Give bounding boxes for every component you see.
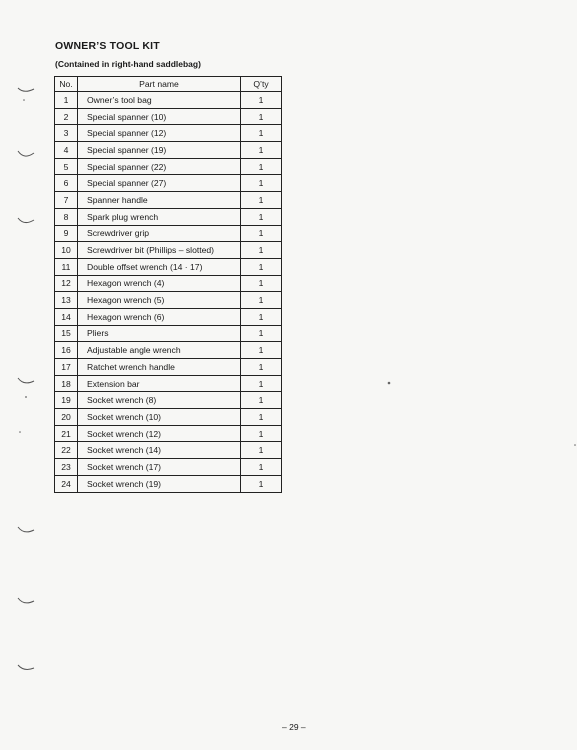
table-row	[55, 359, 282, 376]
cell-qty: 1	[241, 475, 282, 492]
cell-part-name: Special spanner (10)	[78, 108, 241, 125]
cell-qty: 1	[241, 192, 282, 209]
cell-part-name: Screwdriver grip	[78, 225, 241, 242]
page-subtitle: (Contained in right-hand saddlebag)	[55, 59, 201, 69]
cell-no: 2	[55, 108, 78, 125]
cell-part-name: Screwdriver bit (Phillips – slotted)	[78, 242, 241, 259]
cell-qty: 1	[241, 425, 282, 442]
cell-qty: 1	[241, 142, 282, 159]
table-row	[55, 325, 282, 342]
cell-qty: 1	[241, 459, 282, 476]
binder-mark	[18, 151, 34, 156]
cell-qty: 1	[241, 175, 282, 192]
cell-qty: 1	[241, 308, 282, 325]
cell-no: 21	[55, 425, 78, 442]
cell-no: 18	[55, 375, 78, 392]
cell-part-name: Socket wrench (10)	[78, 409, 241, 426]
table-row	[55, 475, 282, 492]
table-row	[55, 409, 282, 426]
page-title: OWNER’S TOOL KIT	[55, 40, 160, 52]
table-row	[55, 125, 282, 142]
cell-qty: 1	[241, 258, 282, 275]
cell-no: 3	[55, 125, 78, 142]
table-row	[55, 292, 282, 309]
cell-part-name: Spanner handle	[78, 192, 241, 209]
cell-no: 8	[55, 208, 78, 225]
cell-qty: 1	[241, 359, 282, 376]
table-row	[55, 142, 282, 159]
cell-no: 15	[55, 325, 78, 342]
binder-mark	[18, 218, 34, 223]
table-row	[55, 459, 282, 476]
table-row	[55, 175, 282, 192]
cell-part-name: Adjustable angle wrench	[78, 342, 241, 359]
cell-qty: 1	[241, 442, 282, 459]
cell-part-name: Hexagon wrench (5)	[78, 292, 241, 309]
cell-qty: 1	[241, 208, 282, 225]
table-row	[55, 342, 282, 359]
col-header-qty: Q’ty	[241, 77, 282, 92]
cell-no: 11	[55, 258, 78, 275]
cell-qty: 1	[241, 292, 282, 309]
cell-part-name: Double offset wrench (14 · 17)	[78, 258, 241, 275]
cell-no: 24	[55, 475, 78, 492]
cell-no: 12	[55, 275, 78, 292]
table-row	[55, 225, 282, 242]
cell-part-name: Spark plug wrench	[78, 208, 241, 225]
cell-no: 19	[55, 392, 78, 409]
cell-qty: 1	[241, 342, 282, 359]
cell-no: 10	[55, 242, 78, 259]
table-row	[55, 158, 282, 175]
table-header-row	[55, 77, 282, 92]
cell-part-name: Special spanner (12)	[78, 125, 241, 142]
cell-no: 5	[55, 158, 78, 175]
cell-no: 9	[55, 225, 78, 242]
cell-part-name: Socket wrench (17)	[78, 459, 241, 476]
cell-qty: 1	[241, 325, 282, 342]
binder-mark	[18, 598, 34, 603]
cell-qty: 1	[241, 108, 282, 125]
cell-no: 4	[55, 142, 78, 159]
table-row	[55, 242, 282, 259]
cell-part-name: Ratchet wrench handle	[78, 359, 241, 376]
table-row	[55, 258, 282, 275]
cell-no: 23	[55, 459, 78, 476]
cell-part-name: Special spanner (22)	[78, 158, 241, 175]
table-row	[55, 275, 282, 292]
tool-kit-table	[54, 76, 282, 493]
cell-part-name: Hexagon wrench (6)	[78, 308, 241, 325]
cell-part-name: Socket wrench (8)	[78, 392, 241, 409]
cell-no: 14	[55, 308, 78, 325]
cell-qty: 1	[241, 392, 282, 409]
cell-no: 13	[55, 292, 78, 309]
cell-part-name: Socket wrench (14)	[78, 442, 241, 459]
cell-no: 22	[55, 442, 78, 459]
binder-mark	[18, 527, 34, 532]
table-row	[55, 108, 282, 125]
cell-part-name: Socket wrench (12)	[78, 425, 241, 442]
table-row	[55, 442, 282, 459]
table-row	[55, 425, 282, 442]
cell-no: 17	[55, 359, 78, 376]
cell-qty: 1	[241, 125, 282, 142]
cell-qty: 1	[241, 242, 282, 259]
cell-qty: 1	[241, 225, 282, 242]
page-number: – 29 –	[282, 722, 306, 732]
binder-mark	[18, 88, 34, 91]
cell-no: 16	[55, 342, 78, 359]
col-header-no: No.	[55, 77, 78, 92]
cell-part-name: Special spanner (27)	[78, 175, 241, 192]
table-row	[55, 208, 282, 225]
cell-qty: 1	[241, 409, 282, 426]
cell-part-name: Extension bar	[78, 375, 241, 392]
binder-mark	[18, 378, 34, 383]
cell-part-name: Hexagon wrench (4)	[78, 275, 241, 292]
table-row	[55, 392, 282, 409]
binder-mark	[18, 665, 34, 669]
cell-qty: 1	[241, 158, 282, 175]
cell-no: 20	[55, 409, 78, 426]
cell-no: 7	[55, 192, 78, 209]
table-row	[55, 375, 282, 392]
cell-no: 1	[55, 92, 78, 109]
cell-no: 6	[55, 175, 78, 192]
cell-part-name: Socket wrench (19)	[78, 475, 241, 492]
cell-qty: 1	[241, 375, 282, 392]
cell-part-name: Special spanner (19)	[78, 142, 241, 159]
col-header-part-name: Part name	[78, 77, 241, 92]
cell-part-name: Pliers	[78, 325, 241, 342]
table-row	[55, 308, 282, 325]
cell-part-name: Owner’s tool bag	[78, 92, 241, 109]
cell-qty: 1	[241, 92, 282, 109]
table-row	[55, 192, 282, 209]
table-row	[55, 92, 282, 109]
cell-qty: 1	[241, 275, 282, 292]
